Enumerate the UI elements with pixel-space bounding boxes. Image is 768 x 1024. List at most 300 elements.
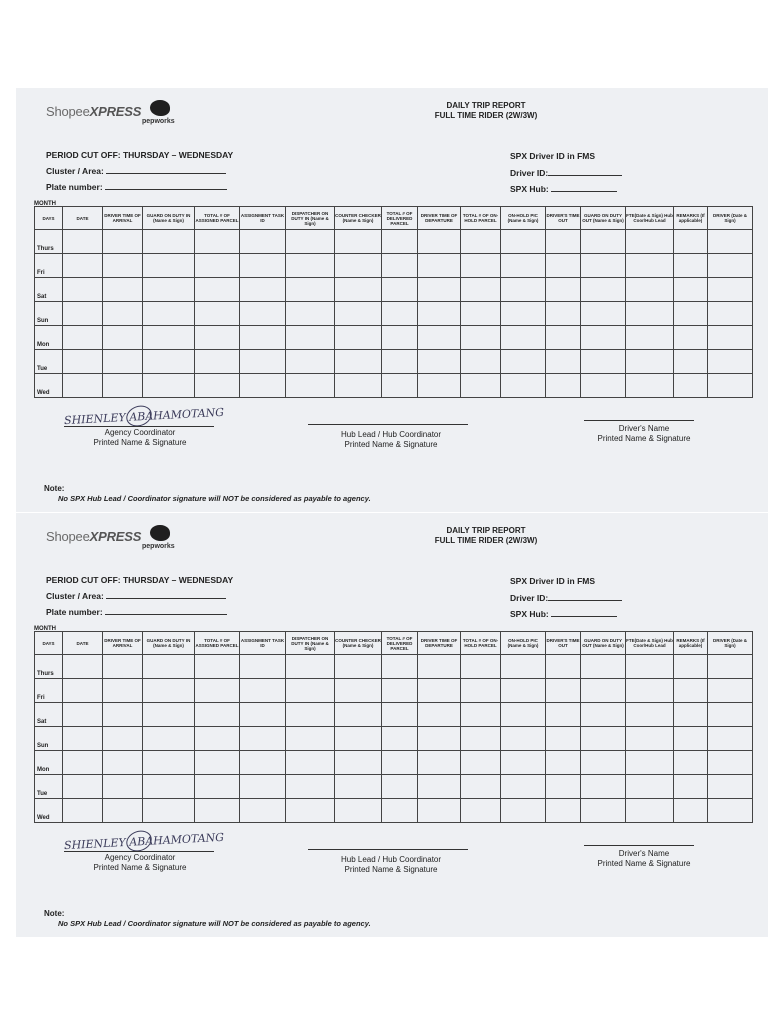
day-label: Sat <box>35 703 63 727</box>
table-cell[interactable] <box>461 230 501 254</box>
period-cutoff: PERIOD CUT OFF: THURSDAY – WEDNESDAY <box>46 150 234 160</box>
agency-signature-line <box>64 426 214 427</box>
table-cell[interactable] <box>708 278 753 302</box>
table-cell[interactable] <box>286 799 335 823</box>
table-cell[interactable] <box>501 799 546 823</box>
table-cell[interactable] <box>240 302 286 326</box>
table-cell[interactable] <box>546 799 581 823</box>
table-cell[interactable] <box>63 679 103 703</box>
table-cell[interactable] <box>546 751 581 775</box>
table-cell[interactable] <box>143 775 195 799</box>
table-row <box>35 302 753 326</box>
table-cell[interactable] <box>501 727 546 751</box>
table-cell[interactable] <box>418 254 461 278</box>
table-cell[interactable] <box>335 727 382 751</box>
spx-hub-label: SPX Hub: <box>510 184 549 194</box>
fms-heading: SPX Driver ID in FMS <box>510 576 596 586</box>
table-cell[interactable] <box>461 254 501 278</box>
table-cell[interactable] <box>143 254 195 278</box>
column-header: DATE <box>63 632 103 655</box>
table-cell[interactable] <box>418 655 461 679</box>
table-cell[interactable] <box>382 254 418 278</box>
table-cell[interactable] <box>195 350 240 374</box>
table-cell[interactable] <box>581 655 626 679</box>
table-cell[interactable] <box>626 799 674 823</box>
table-row <box>35 655 753 679</box>
table-cell[interactable] <box>546 655 581 679</box>
table-cell[interactable] <box>335 302 382 326</box>
table-cell[interactable] <box>501 374 546 398</box>
table-header-row <box>35 632 753 655</box>
pepworks-logo-icon <box>150 100 170 116</box>
table-cell[interactable] <box>63 655 103 679</box>
table-cell[interactable] <box>103 230 143 254</box>
table-cell[interactable] <box>240 799 286 823</box>
driver-caption <box>574 849 714 869</box>
table-cell[interactable] <box>240 703 286 727</box>
table-cell[interactable] <box>461 326 501 350</box>
plate-field[interactable] <box>46 606 227 617</box>
table-cell[interactable] <box>382 775 418 799</box>
table-cell[interactable] <box>501 254 546 278</box>
shopee-xpress-logo: ShopeeXPRESS <box>46 104 142 119</box>
column-header: DRIVER (Date & Sign) <box>708 632 753 655</box>
table-cell[interactable] <box>418 374 461 398</box>
table-cell[interactable] <box>63 727 103 751</box>
table-cell[interactable] <box>195 230 240 254</box>
table-cell[interactable] <box>286 254 335 278</box>
table-cell[interactable] <box>240 775 286 799</box>
hub-signature-line[interactable] <box>308 849 468 850</box>
table-cell[interactable] <box>103 350 143 374</box>
table-cell[interactable] <box>674 230 708 254</box>
table-cell[interactable] <box>674 350 708 374</box>
table-cell[interactable] <box>418 799 461 823</box>
table-cell[interactable] <box>461 799 501 823</box>
table-cell[interactable] <box>335 655 382 679</box>
trip-report-table <box>34 631 753 823</box>
driver-id-field[interactable] <box>510 167 622 178</box>
pepworks-logo-icon <box>150 525 170 541</box>
table-cell[interactable] <box>103 703 143 727</box>
agency-caption-line-1: Agency Coordinator <box>104 853 176 862</box>
table-cell[interactable] <box>708 374 753 398</box>
table-cell[interactable] <box>382 350 418 374</box>
table-cell[interactable] <box>626 350 674 374</box>
table-cell[interactable] <box>286 374 335 398</box>
day-label: Sun <box>35 727 63 751</box>
table-cell[interactable] <box>63 775 103 799</box>
table-cell[interactable] <box>240 254 286 278</box>
table-cell[interactable] <box>501 703 546 727</box>
table-cell[interactable] <box>581 727 626 751</box>
table-cell[interactable] <box>581 254 626 278</box>
driver-caption <box>574 424 714 444</box>
table-cell[interactable] <box>335 326 382 350</box>
table-cell[interactable] <box>418 278 461 302</box>
table-cell[interactable] <box>708 655 753 679</box>
table-cell[interactable] <box>103 679 143 703</box>
table-cell[interactable] <box>382 326 418 350</box>
table-cell[interactable] <box>143 703 195 727</box>
table-cell[interactable] <box>195 679 240 703</box>
table-cell[interactable] <box>63 278 103 302</box>
table-cell[interactable] <box>195 278 240 302</box>
table-cell[interactable] <box>581 278 626 302</box>
driver-caption-line-1: Driver's Name <box>618 424 670 433</box>
table-cell[interactable] <box>581 230 626 254</box>
table-cell[interactable] <box>418 302 461 326</box>
table-cell[interactable] <box>546 679 581 703</box>
table-cell[interactable] <box>674 302 708 326</box>
table-cell[interactable] <box>240 326 286 350</box>
report-title <box>406 526 566 546</box>
table-cell[interactable] <box>286 278 335 302</box>
day-label: Tue <box>35 775 63 799</box>
table-cell[interactable] <box>418 230 461 254</box>
table-cell[interactable] <box>143 374 195 398</box>
day-label: Fri <box>35 254 63 278</box>
table-cell[interactable] <box>240 350 286 374</box>
table-cell[interactable] <box>286 230 335 254</box>
table-cell[interactable] <box>63 751 103 775</box>
table-cell[interactable] <box>143 278 195 302</box>
table-cell[interactable] <box>501 655 546 679</box>
table-cell[interactable] <box>581 302 626 326</box>
table-cell[interactable] <box>674 254 708 278</box>
hub-caption-line-2: Printed Name & Signature <box>344 440 438 449</box>
table-cell[interactable] <box>240 679 286 703</box>
day-label: Sun <box>35 302 63 326</box>
table-cell[interactable] <box>335 775 382 799</box>
table-cell[interactable] <box>240 655 286 679</box>
table-cell[interactable] <box>382 230 418 254</box>
day-label: Thurs <box>35 230 63 254</box>
table-cell[interactable] <box>63 326 103 350</box>
table-cell[interactable] <box>626 679 674 703</box>
table-cell[interactable] <box>240 278 286 302</box>
table-cell[interactable] <box>501 679 546 703</box>
column-header: TOTAL # OF DELIVERED PARCEL <box>382 207 418 230</box>
table-cell[interactable] <box>626 775 674 799</box>
table-row <box>35 350 753 374</box>
table-cell[interactable] <box>626 703 674 727</box>
table-cell[interactable] <box>708 703 753 727</box>
table-cell[interactable] <box>708 775 753 799</box>
cluster-field[interactable] <box>46 165 226 176</box>
table-cell[interactable] <box>286 350 335 374</box>
table-cell[interactable] <box>195 326 240 350</box>
table-cell[interactable] <box>382 679 418 703</box>
table-cell[interactable] <box>461 302 501 326</box>
table-header-row <box>35 207 753 230</box>
table-cell[interactable] <box>382 655 418 679</box>
table-cell[interactable] <box>240 727 286 751</box>
table-cell[interactable] <box>674 374 708 398</box>
table-cell[interactable] <box>195 254 240 278</box>
table-cell[interactable] <box>418 350 461 374</box>
table-cell[interactable] <box>143 302 195 326</box>
table-cell[interactable] <box>581 751 626 775</box>
table-cell[interactable] <box>195 751 240 775</box>
table-cell[interactable] <box>626 751 674 775</box>
table-cell[interactable] <box>195 799 240 823</box>
table-cell[interactable] <box>335 254 382 278</box>
cluster-field[interactable] <box>46 590 226 601</box>
table-cell[interactable] <box>195 727 240 751</box>
day-label: Thurs <box>35 655 63 679</box>
table-cell[interactable] <box>335 751 382 775</box>
table-cell[interactable] <box>103 374 143 398</box>
table-cell[interactable] <box>335 350 382 374</box>
driver-caption-line-2: Printed Name & Signature <box>597 859 691 868</box>
table-cell[interactable] <box>335 703 382 727</box>
table-cell[interactable] <box>626 278 674 302</box>
table-cell[interactable] <box>581 326 626 350</box>
table-cell[interactable] <box>674 775 708 799</box>
table-cell[interactable] <box>501 751 546 775</box>
column-header: TOTAL # OF ASSIGNED PARCEL <box>195 632 240 655</box>
table-cell[interactable] <box>546 302 581 326</box>
table-cell[interactable] <box>546 254 581 278</box>
table-cell[interactable] <box>418 775 461 799</box>
column-header: FTE(Date & Sign) Hub Coor/Hub Lead <box>626 632 674 655</box>
table-cell[interactable] <box>708 254 753 278</box>
table-cell[interactable] <box>286 751 335 775</box>
table-cell[interactable] <box>63 230 103 254</box>
table-cell[interactable] <box>143 727 195 751</box>
table-cell[interactable] <box>143 350 195 374</box>
agency-caption <box>60 428 220 448</box>
table-cell[interactable] <box>143 751 195 775</box>
table-cell[interactable] <box>418 727 461 751</box>
table-cell[interactable] <box>195 775 240 799</box>
hub-caption-line-1: Hub Lead / Hub Coordinator <box>340 430 442 439</box>
table-cell[interactable] <box>674 326 708 350</box>
month-label: MONTH <box>34 626 56 632</box>
table-row <box>35 799 753 823</box>
table-cell[interactable] <box>626 374 674 398</box>
agency-caption-line-2: Printed Name & Signature <box>93 438 187 447</box>
table-cell[interactable] <box>546 350 581 374</box>
table-cell[interactable] <box>461 727 501 751</box>
spx-hub-field[interactable] <box>510 183 617 194</box>
table-cell[interactable] <box>286 326 335 350</box>
driver-signature-line[interactable] <box>584 845 694 846</box>
table-cell[interactable] <box>626 655 674 679</box>
table-cell[interactable] <box>626 302 674 326</box>
table-cell[interactable] <box>382 751 418 775</box>
note-text: No SPX Hub Lead / Coordinator signature will NOT be considered as payable to agency. <box>58 494 371 503</box>
table-cell[interactable] <box>501 350 546 374</box>
table-cell[interactable] <box>418 703 461 727</box>
table-cell[interactable] <box>708 350 753 374</box>
table-row <box>35 727 753 751</box>
table-cell[interactable] <box>382 727 418 751</box>
table-cell[interactable] <box>581 775 626 799</box>
table-cell[interactable] <box>63 703 103 727</box>
table-cell[interactable] <box>63 302 103 326</box>
table-cell[interactable] <box>674 679 708 703</box>
driver-caption-line-1: Driver's Name <box>618 849 670 858</box>
table-cell[interactable] <box>674 278 708 302</box>
table-row <box>35 254 753 278</box>
table-cell[interactable] <box>674 727 708 751</box>
table-cell[interactable] <box>418 679 461 703</box>
table-row <box>35 679 753 703</box>
trip-report-table <box>34 206 753 398</box>
table-cell[interactable] <box>461 703 501 727</box>
table-cell[interactable] <box>103 278 143 302</box>
table-cell[interactable] <box>143 655 195 679</box>
table-cell[interactable] <box>581 703 626 727</box>
table-cell[interactable] <box>240 374 286 398</box>
table-cell[interactable] <box>674 751 708 775</box>
table-cell[interactable] <box>418 326 461 350</box>
table-cell[interactable] <box>103 775 143 799</box>
driver-id-field[interactable] <box>510 592 622 603</box>
table-cell[interactable] <box>546 703 581 727</box>
table-cell[interactable] <box>581 799 626 823</box>
plate-label: Plate number: <box>46 607 103 617</box>
table-cell[interactable] <box>546 727 581 751</box>
table-cell[interactable] <box>546 326 581 350</box>
table-cell[interactable] <box>382 703 418 727</box>
table-cell[interactable] <box>335 278 382 302</box>
table-cell[interactable] <box>63 350 103 374</box>
table-cell[interactable] <box>195 374 240 398</box>
driver-signature-line[interactable] <box>584 420 694 421</box>
plate-field[interactable] <box>46 181 227 192</box>
agency-caption-line-1: Agency Coordinator <box>104 428 176 437</box>
table-cell[interactable] <box>461 350 501 374</box>
table-cell[interactable] <box>335 230 382 254</box>
table-cell[interactable] <box>382 278 418 302</box>
table-cell[interactable] <box>63 254 103 278</box>
table-cell[interactable] <box>240 751 286 775</box>
table-cell[interactable] <box>708 751 753 775</box>
table-cell[interactable] <box>286 727 335 751</box>
table-cell[interactable] <box>501 230 546 254</box>
column-header: REMARKS (If applicable) <box>674 207 708 230</box>
table-cell[interactable] <box>581 374 626 398</box>
table-cell[interactable] <box>674 655 708 679</box>
table-cell[interactable] <box>546 374 581 398</box>
table-cell[interactable] <box>708 302 753 326</box>
note-label: Note: <box>44 909 65 918</box>
table-cell[interactable] <box>581 350 626 374</box>
table-cell[interactable] <box>708 727 753 751</box>
table-cell[interactable] <box>546 278 581 302</box>
table-cell[interactable] <box>103 326 143 350</box>
table-cell[interactable] <box>286 703 335 727</box>
table-cell[interactable] <box>626 230 674 254</box>
table-cell[interactable] <box>103 302 143 326</box>
table-cell[interactable] <box>461 751 501 775</box>
column-header: DRIVER TIME OF ARRIVAL <box>103 632 143 655</box>
table-cell[interactable] <box>63 799 103 823</box>
column-header: DRIVER'S TIME OUT <box>546 207 581 230</box>
table-cell[interactable] <box>335 799 382 823</box>
table-cell[interactable] <box>674 703 708 727</box>
table-cell[interactable] <box>286 775 335 799</box>
table-cell[interactable] <box>195 655 240 679</box>
table-row <box>35 374 753 398</box>
table-cell[interactable] <box>63 374 103 398</box>
table-cell[interactable] <box>461 679 501 703</box>
table-row <box>35 230 753 254</box>
table-cell[interactable] <box>143 230 195 254</box>
agency-signature: SHIENLEY ABAHAMOTANG <box>63 830 225 853</box>
table-cell[interactable] <box>103 655 143 679</box>
table-cell[interactable] <box>501 326 546 350</box>
table-cell[interactable] <box>382 374 418 398</box>
table-cell[interactable] <box>286 302 335 326</box>
table-cell[interactable] <box>708 326 753 350</box>
table-cell[interactable] <box>103 751 143 775</box>
column-header: TOTAL # OF ON-HOLD PARCEL <box>461 207 501 230</box>
month-label: MONTH <box>34 201 56 207</box>
table-cell[interactable] <box>581 679 626 703</box>
table-cell[interactable] <box>708 230 753 254</box>
table-cell[interactable] <box>103 254 143 278</box>
hub-signature-line[interactable] <box>308 424 468 425</box>
column-header: DRIVER (Date & Sign) <box>708 207 753 230</box>
column-header: GUARD ON DUTY IN (Name & Sign) <box>143 632 195 655</box>
table-cell[interactable] <box>240 230 286 254</box>
table-cell[interactable] <box>501 278 546 302</box>
table-cell[interactable] <box>418 751 461 775</box>
column-header: DATE <box>63 207 103 230</box>
table-cell[interactable] <box>286 679 335 703</box>
report-title-line-1: DAILY TRIP REPORT <box>446 101 526 110</box>
table-cell[interactable] <box>546 775 581 799</box>
table-cell[interactable] <box>143 799 195 823</box>
table-cell[interactable] <box>103 799 143 823</box>
table-cell[interactable] <box>546 230 581 254</box>
table-cell[interactable] <box>286 655 335 679</box>
table-cell[interactable] <box>195 703 240 727</box>
table-cell[interactable] <box>143 679 195 703</box>
table-cell[interactable] <box>708 679 753 703</box>
table-cell[interactable] <box>461 278 501 302</box>
table-cell[interactable] <box>143 326 195 350</box>
table-cell[interactable] <box>195 302 240 326</box>
table-cell[interactable] <box>461 655 501 679</box>
table-cell[interactable] <box>103 727 143 751</box>
table-cell[interactable] <box>382 799 418 823</box>
table-row <box>35 278 753 302</box>
day-label: Wed <box>35 799 63 823</box>
table-cell[interactable] <box>335 679 382 703</box>
table-cell[interactable] <box>708 799 753 823</box>
table-cell[interactable] <box>335 374 382 398</box>
report-title <box>406 101 566 121</box>
table-cell[interactable] <box>626 254 674 278</box>
column-header: DRIVER TIME OF ARRIVAL <box>103 207 143 230</box>
table-cell[interactable] <box>626 326 674 350</box>
table-cell[interactable] <box>382 302 418 326</box>
spx-hub-field[interactable] <box>510 608 617 619</box>
table-cell[interactable] <box>501 302 546 326</box>
column-header: TOTAL # OF DELIVERED PARCEL <box>382 632 418 655</box>
table-cell[interactable] <box>674 799 708 823</box>
column-header: ASSIGNMENT TASK ID <box>240 207 286 230</box>
table-cell[interactable] <box>461 775 501 799</box>
table-cell[interactable] <box>501 775 546 799</box>
table-cell[interactable] <box>461 374 501 398</box>
table-cell[interactable] <box>626 727 674 751</box>
